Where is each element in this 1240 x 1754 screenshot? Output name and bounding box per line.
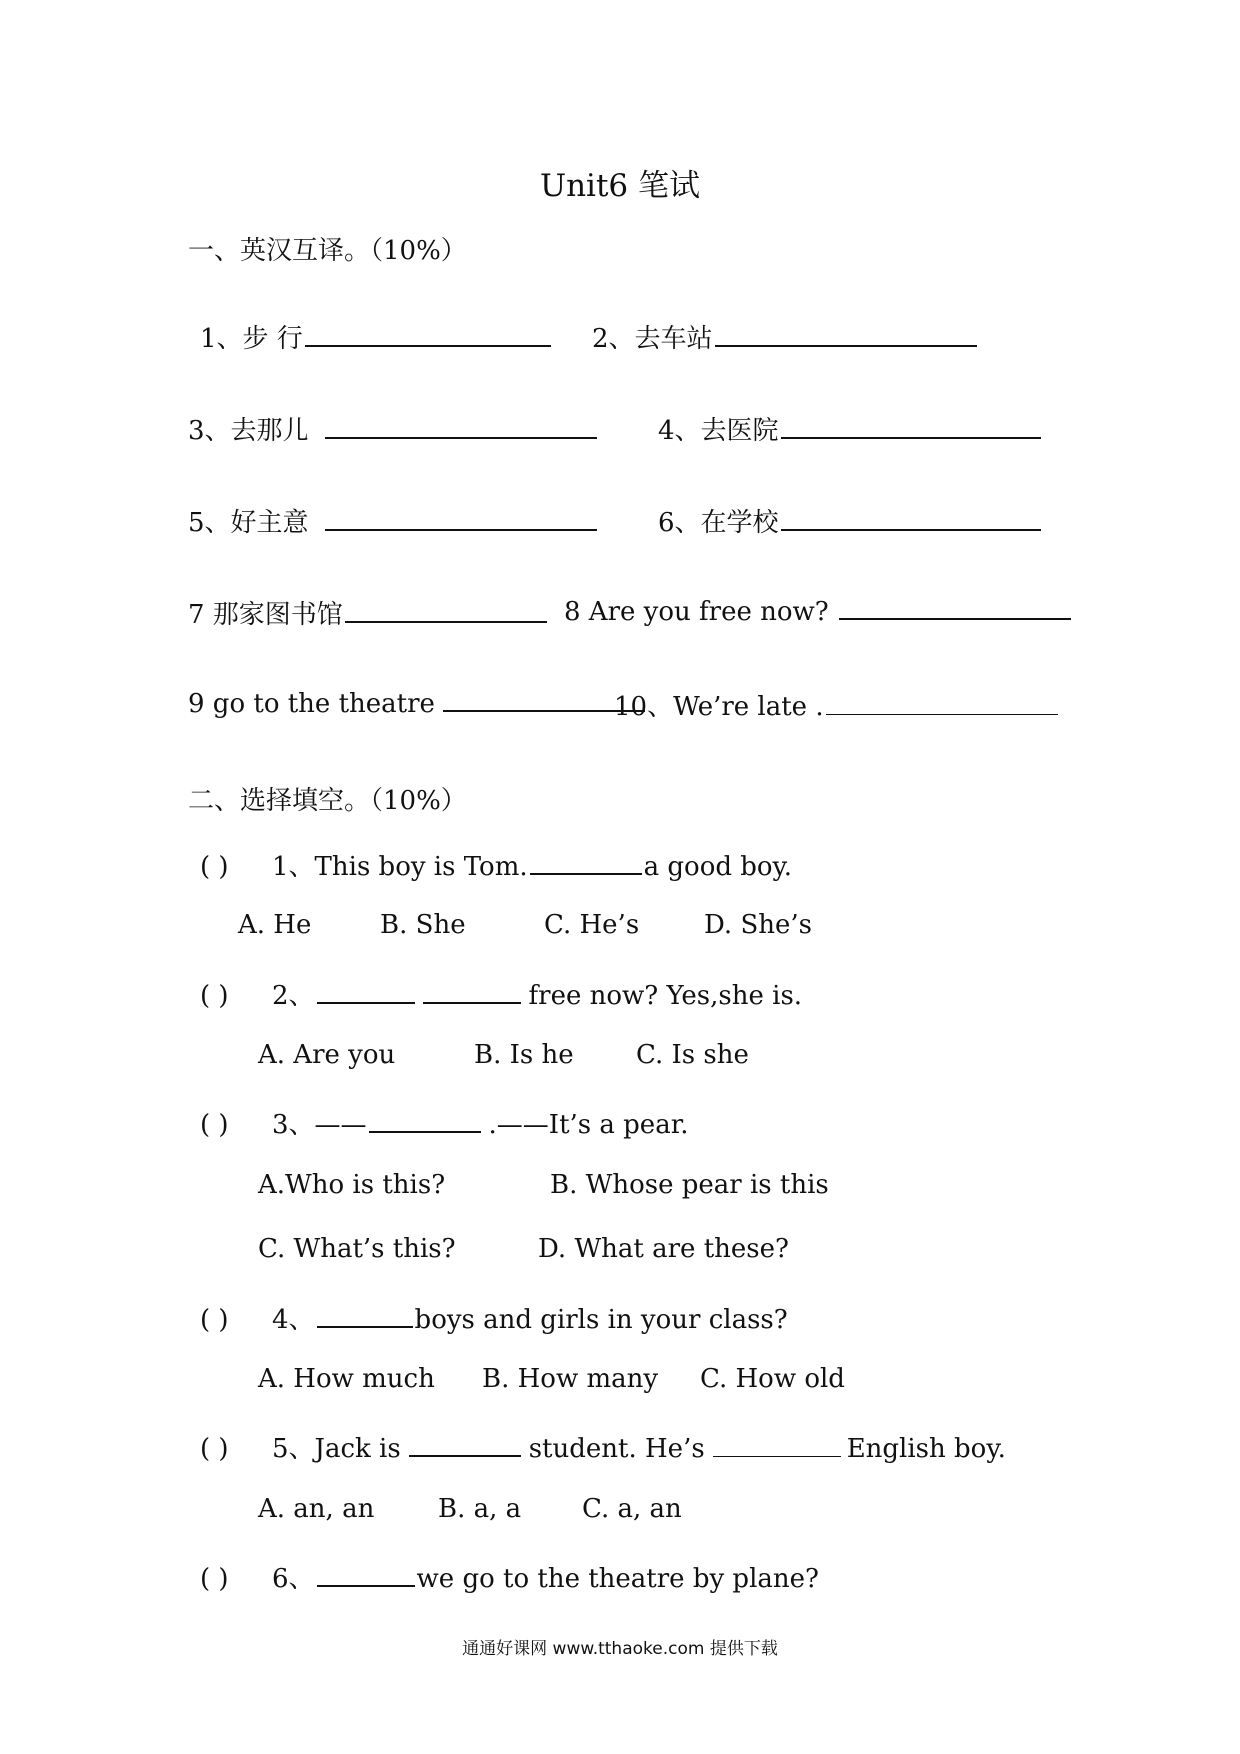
question-text: Jack is bbox=[314, 1434, 401, 1464]
answer-blank bbox=[317, 978, 415, 1004]
translation-item-10-text: 10、We’re late . bbox=[614, 692, 824, 722]
question-text: student. He’s bbox=[528, 1434, 705, 1464]
question-text: we go to the theatre by plane? bbox=[416, 1564, 819, 1594]
answer-blank bbox=[715, 321, 977, 347]
question-text: a good boy. bbox=[643, 852, 793, 882]
question-number: 1、 bbox=[272, 852, 315, 882]
question-4 bbox=[200, 1299, 788, 1336]
translation-item-4-text: 4、去医院 bbox=[658, 416, 779, 446]
question-number: 3、 bbox=[272, 1110, 315, 1140]
answer-blank bbox=[325, 505, 597, 531]
q4-option-c: C. How old bbox=[700, 1364, 845, 1394]
q3-option-b: B. Whose pear is this bbox=[550, 1170, 829, 1200]
question-text: free now? Yes,she is. bbox=[528, 981, 803, 1011]
answer-blank bbox=[530, 849, 642, 875]
question-text: English boy. bbox=[846, 1434, 1006, 1464]
translation-item-3 bbox=[188, 410, 599, 447]
answer-blank bbox=[839, 594, 1071, 620]
answer-blank bbox=[317, 1302, 413, 1328]
q4-option-a: A. How much bbox=[258, 1364, 435, 1394]
translation-item-5-text: 5、好主意 bbox=[188, 508, 309, 538]
question-6 bbox=[200, 1558, 819, 1595]
page-title: Unit6 笔试 bbox=[539, 168, 701, 204]
q3-option-a: A.Who is this? bbox=[258, 1170, 446, 1200]
q5-option-a: A. an, an bbox=[258, 1494, 375, 1524]
translation-item-10 bbox=[614, 686, 1060, 723]
translation-item-2-text: 2、去车站 bbox=[592, 324, 713, 354]
question-2 bbox=[200, 975, 802, 1012]
q1-option-a: A. He bbox=[238, 910, 312, 940]
question-1 bbox=[200, 846, 792, 883]
section2-heading: 二、选择填空。（10%） bbox=[188, 786, 467, 816]
translation-item-9-text: 9 go to the theatre bbox=[188, 689, 435, 719]
answer-blank bbox=[781, 413, 1041, 439]
answer-blank bbox=[826, 690, 1058, 715]
answer-blank bbox=[713, 1432, 841, 1457]
answer-paren: ( ) bbox=[200, 852, 229, 882]
translation-item-6 bbox=[658, 502, 1043, 539]
answer-blank bbox=[325, 413, 597, 439]
question-dash: —— bbox=[314, 1110, 367, 1140]
answer-blank bbox=[781, 505, 1041, 531]
translation-item-8 bbox=[564, 594, 1073, 627]
q2-option-c: C. Is she bbox=[636, 1040, 749, 1070]
question-text: This boy is Tom. bbox=[314, 852, 528, 882]
translation-item-5 bbox=[188, 502, 599, 539]
answer-paren: ( ) bbox=[200, 1110, 229, 1140]
question-number: 4、 bbox=[272, 1305, 315, 1335]
q1-option-b: B. She bbox=[380, 910, 466, 940]
page-footer: 通通好课网 www.tthaoke.com 提供下载 bbox=[462, 1639, 778, 1659]
q3-option-c: C. What’s this? bbox=[258, 1234, 456, 1264]
question-number: 6、 bbox=[272, 1564, 315, 1594]
answer-paren: ( ) bbox=[200, 981, 229, 1011]
answer-paren: ( ) bbox=[200, 1305, 229, 1335]
translation-item-3-text: 3、去那儿 bbox=[188, 416, 309, 446]
answer-blank bbox=[409, 1431, 521, 1457]
q4-option-b: B. How many bbox=[482, 1364, 659, 1394]
question-5 bbox=[200, 1428, 1006, 1465]
translation-item-7 bbox=[188, 594, 549, 631]
translation-item-7-text: 7 那家图书馆 bbox=[188, 600, 343, 630]
q5-option-b: B. a, a bbox=[438, 1494, 522, 1524]
answer-blank bbox=[345, 597, 547, 623]
q2-option-b: B. Is he bbox=[474, 1040, 574, 1070]
section1-heading: 一、英汉互译。（10%） bbox=[188, 236, 467, 266]
translation-item-1 bbox=[200, 318, 553, 355]
answer-blank bbox=[423, 978, 521, 1004]
translation-item-9 bbox=[188, 686, 647, 719]
translation-item-8-text: 8 Are you free now? bbox=[564, 597, 829, 627]
translation-item-4 bbox=[658, 410, 1043, 447]
q3-option-d: D. What are these? bbox=[538, 1234, 789, 1264]
question-number: 5、 bbox=[272, 1434, 315, 1464]
question-text: .——It’s a pear. bbox=[488, 1110, 689, 1140]
translation-item-1-text: 1、步 行 bbox=[200, 324, 303, 354]
translation-item-6-text: 6、在学校 bbox=[658, 508, 779, 538]
question-3 bbox=[200, 1104, 689, 1141]
question-number: 2、 bbox=[272, 981, 315, 1011]
q1-option-d: D. She’s bbox=[704, 910, 812, 940]
answer-paren: ( ) bbox=[200, 1434, 229, 1464]
question-text: boys and girls in your class? bbox=[414, 1305, 788, 1335]
q5-option-c: C. a, an bbox=[582, 1494, 682, 1524]
translation-item-2 bbox=[592, 318, 979, 355]
answer-blank bbox=[317, 1561, 415, 1587]
q2-option-a: A. Are you bbox=[258, 1040, 396, 1070]
answer-blank bbox=[305, 321, 551, 347]
answer-paren: ( ) bbox=[200, 1564, 229, 1594]
q1-option-c: C. He’s bbox=[544, 910, 640, 940]
answer-blank bbox=[369, 1107, 481, 1133]
